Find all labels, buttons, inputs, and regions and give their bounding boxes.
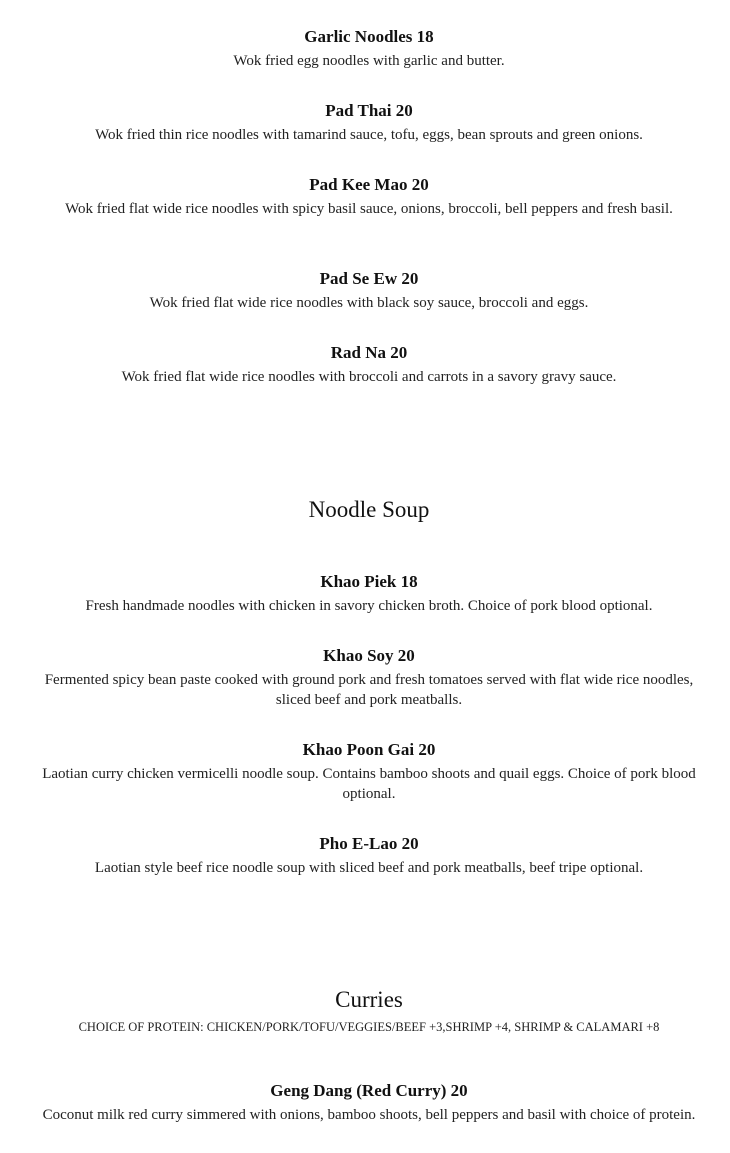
menu-item-name: Rad Na 20	[330, 343, 408, 362]
menu-item-name: Pho E-Lao 20	[319, 834, 419, 853]
menu-item-description: Wok fried egg noodles with garlic and butter.	[233, 53, 505, 69]
section-title-noodle-soup: Noodle Soup	[308, 497, 430, 522]
section-title-curries: Curries	[335, 987, 403, 1012]
menu-item-description: Wok fried flat wide rice noodles with black soy sauce, broccoli and eggs.	[149, 295, 589, 311]
menu-item-rad-na	[0, 342, 730, 387]
menu-item-name: Khao Soy 20	[323, 646, 415, 665]
menu-item-description: Coconut milk red curry simmered with onions, bamboo shoots, bell peppers and basil with choice of protein.	[42, 1107, 696, 1123]
menu-item-description: Wok fried flat wide rice noodles with spicy basil sauce, onions, broccoli, bell peppers and fresh basil.	[65, 201, 673, 217]
menu-item-description: Laotian style beef rice noodle soup with sliced beef and pork meatballs, beef tripe optional.	[94, 860, 644, 876]
menu-item-pad-thai	[0, 100, 730, 145]
menu-item-name: Khao Poon Gai 20	[302, 740, 436, 759]
menu-item-khao-poon-gai	[0, 739, 730, 804]
menu-item-description: Wok fried flat wide rice noodles with broccoli and carrots in a savory gravy sauce.	[121, 369, 617, 385]
menu-item-geng-dang	[0, 1080, 730, 1125]
menu-item-description: Laotian curry chicken vermicelli noodle soup. Contains bamboo shoots and quail eggs. Choice of pork blood optional.	[42, 766, 696, 802]
menu-item-description: Fermented spicy bean paste cooked with ground pork and fresh tomatoes served with flat wide rice noodles, sliced beef and pork meatballs.	[44, 672, 694, 708]
menu-item-pho-e-lao	[0, 833, 730, 878]
menu-item-name: Khao Piek 18	[320, 572, 418, 591]
menu-item-name: Garlic Noodles 18	[304, 27, 434, 46]
menu-item-pad-se-ew	[0, 268, 730, 313]
menu-item-name: Pad Se Ew 20	[319, 269, 419, 288]
menu-item-khao-piek	[0, 571, 730, 616]
menu-item-description: Fresh handmade noodles with chicken in savory chicken broth. Choice of pork blood optional.	[85, 598, 653, 614]
menu-item-name: Pad Kee Mao 20	[309, 175, 429, 194]
menu-item-garlic-noodles	[0, 26, 730, 71]
menu-item-description: Wok fried thin rice noodles with tamarind sauce, tofu, eggs, bean sprouts and green onions.	[95, 127, 643, 143]
menu-item-name: Geng Dang (Red Curry) 20	[270, 1081, 468, 1100]
protein-choice-note: CHOICE OF PROTEIN: CHICKEN/PORK/TOFU/VEGGIES/BEEF +3,SHRIMP +4, SHRIMP & CALAMARI +8	[78, 1020, 660, 1034]
menu-item-name: Pad Thai 20	[325, 101, 413, 120]
menu-item-pad-kee-mao	[0, 174, 730, 219]
menu-item-khao-soy	[0, 645, 730, 710]
